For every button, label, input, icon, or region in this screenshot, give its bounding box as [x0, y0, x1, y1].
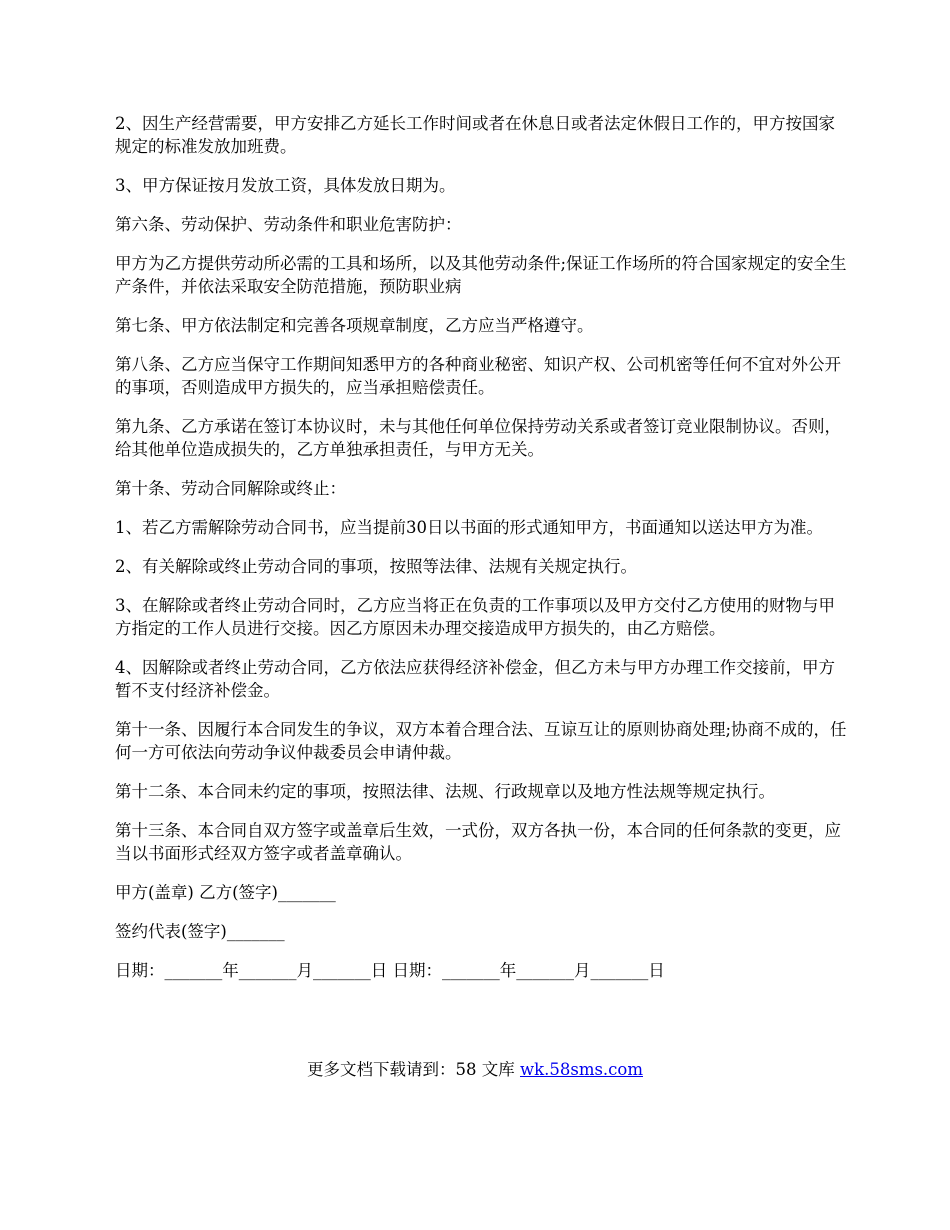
download-footer [0, 1058, 950, 1081]
paragraph-labor-conditions: 甲方为乙方提供劳动所必需的工具和场所，以及其他劳动条件;保证工作场所的符合国家规定的安全生产条件，并依法采取安全防范措施，预防职业病 [115, 254, 847, 296]
paragraph-article-12: 第十二条、本合同未约定的事项，按照法律、法规、行政规章以及地方性法规等规定执行。 [115, 782, 775, 801]
paragraph-termination-notice: 1、若乙方需解除劳动合同书，应当提前30日以书面的形式通知甲方，书面通知以送达甲方为准。 [115, 518, 823, 537]
signature-date-line: 日期：_______年_______月_______日 日期：_______年_______月_______日 [115, 961, 665, 980]
paragraph-article-11: 第十一条、因履行本合同发生的争议，双方本着合理合法、互谅互让的原则协商处理;协商不成的，任何一方可依法向劳动争议仲裁委员会申请仲裁。 [115, 720, 847, 762]
paragraph-termination-law: 2、有关解除或终止劳动合同的事项，按照等法律、法规有关规定执行。 [115, 557, 637, 576]
paragraph-article-7: 第七条、甲方依法制定和完善各项规章制度，乙方应当严格遵守。 [115, 316, 594, 335]
footer-site-link[interactable]: wk.58sms.com [519, 1060, 643, 1079]
paragraph-compensation: 4、因解除或者终止劳动合同，乙方依法应获得经济补偿金，但乙方未与甲方办理工作交接前，甲方暂不支付经济补偿金。 [115, 658, 835, 700]
footer-prefix-text: 更多文档下载请到：58 文库 [306, 1060, 520, 1079]
paragraph-article-9: 第九条、乙方承诺在签订本协议时，未与其他任何单位保持劳动关系或者签订竞业限制协议。否则，给其他单位造成损失的，乙方单独承担责任，与甲方无关。 [115, 417, 841, 459]
paragraph-article-13: 第十三条、本合同自双方签字或盖章后生效，一式份，双方各执一份，本合同的任何条款的变更，应当以书面形式经双方签字或者盖章确认。 [115, 821, 841, 863]
paragraph-overtime-pay: 2、因生产经营需要，甲方安排乙方延长工作时间或者在休息日或者法定休假日工作的，甲方按国家规定的标准发放加班费。 [115, 114, 835, 156]
heading-article-6: 第六条、劳动保护、劳动条件和职业危害防护： [115, 215, 462, 234]
paragraph-monthly-wage: 3、甲方保证按月发放工资，具体发放日期为。 [115, 176, 456, 195]
document-body [115, 112, 850, 998]
paragraph-article-8: 第八条、乙方应当保守工作期间知悉甲方的各种商业秘密、知识产权、公司机密等任何不宜对外公开的事项，否则造成甲方损失的，应当承担赔偿责任。 [115, 355, 841, 397]
paragraph-handover: 3、在解除或者终止劳动合同时，乙方应当将正在负责的工作事项以及甲方交付乙方使用的财物与甲方指定的工作人员进行交接。因乙方原因未办理交接造成甲方损失的，由乙方赔偿。 [115, 596, 835, 638]
signature-representative-line: 签约代表(签字)_______ [115, 922, 285, 941]
signature-parties-line: 甲方(盖章) 乙方(签字)_______ [115, 883, 336, 902]
heading-article-10: 第十条、劳动合同解除或终止： [115, 479, 346, 498]
